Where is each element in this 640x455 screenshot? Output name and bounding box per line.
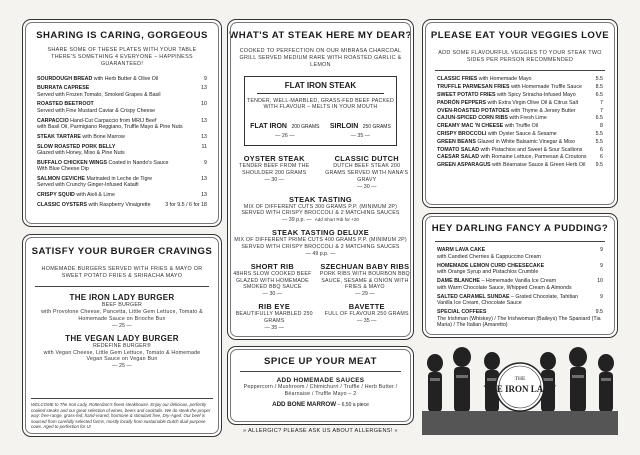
menu-item-price: 13 [201, 192, 207, 199]
menu-item [437, 115, 603, 122]
burger-name: THE IRON LADY BURGER [69, 293, 175, 303]
menu-item-desc: Glazed in White Balsamic Vinegar & Miso [475, 138, 575, 145]
menu-item-name: GREEN ASPARAGUS [437, 162, 491, 169]
menu-item-price: 3 for 9.5 / 6 for 18 [165, 201, 207, 208]
menu-item-text [37, 76, 158, 83]
burger-rule [35, 286, 209, 287]
allergy-text: ALLERGIC? PLEASE ASK US ABOUT ALLERGENS! [248, 428, 393, 434]
menu-item [437, 147, 603, 154]
menu-item-name: BURRATA CAPRESE [37, 85, 90, 92]
menu-item-subdesc: The Irishman (Whiskey) / The Irishwoman (Baileys) The Spaniard (Tia Maria) / The Italian (Amaretto) [437, 315, 601, 328]
menu-item-text [437, 92, 576, 99]
sirloin-option [330, 115, 391, 139]
flat-iron-option [250, 115, 319, 139]
menu-item-name: BUFFALO CHICKEN WINGS [37, 159, 108, 166]
tasting-price: — 39 p.p. — [281, 217, 312, 224]
oyster-price: — 30 — [264, 176, 284, 183]
sharing-panel [22, 19, 222, 227]
figure-5 [569, 347, 587, 412]
menu-item-row [37, 202, 207, 209]
flat-iron-name: FLAT IRON [250, 123, 287, 131]
menu-item-name: TRUFFLE PARMESAN FRIES [437, 84, 510, 91]
burger-list [23, 293, 221, 369]
menu-item-name: SLOW ROASTED PORK BELLY [37, 143, 116, 150]
menu-item-desc: with Béarnaise Sauce & Green Herb Oil [490, 162, 586, 169]
bavette [324, 302, 409, 331]
szechuan-ribs [319, 262, 412, 297]
marrow-price: – 6,50 a piece [336, 401, 369, 408]
menu-item-name: WARM LAVA CAKE [437, 247, 486, 253]
menu-item-text [437, 108, 576, 115]
tasting-desc: MIX OF DIFFERENT CUTS 300 GRAMS P.P. (MINIMUM 2P) SERVED WITH CRISPY BROCCOLI & 2 MATCHING SAUCES [241, 203, 400, 217]
menu-item-desc: with Romaine Lettuce, Parmesan & Croutons [479, 154, 587, 161]
menu-item [37, 202, 207, 209]
svg-text:THE: THE [514, 376, 526, 382]
figure-1 [427, 354, 443, 412]
menu-item-text [437, 139, 575, 146]
burger-intro: HOMEMADE BURGERS SERVED WITH FRIES & MAYO OR SWEET POTATO FRIES & SRIRACHA MAYO [41, 266, 203, 280]
menu-item-price: 6 [600, 146, 603, 153]
veggies-list [423, 76, 617, 168]
menu-item [437, 131, 603, 138]
flat-iron-box [244, 76, 397, 147]
menu-item-desc: with Spicy Sriracha-Infused Mayo [495, 92, 576, 98]
menu-item [437, 76, 603, 83]
menu-item-price: 13 [201, 117, 207, 124]
menu-item-desc: with Thyme & Jersey Butter [509, 107, 576, 114]
spice-panel [227, 346, 414, 425]
menu-item-price: 9.5 [595, 309, 603, 315]
steak-tasting [228, 195, 413, 224]
short-rib [230, 262, 315, 297]
menu-item-name: CRISPY SQUID [37, 192, 75, 199]
menu-item [437, 154, 603, 161]
menu-item-text [37, 134, 125, 141]
menu-item-price: 9 [600, 247, 603, 253]
oyster-dutch-row [228, 154, 413, 189]
rib-eye [232, 302, 317, 331]
figure-6 [598, 354, 614, 412]
deluxe-price: — 49 p.p. — [305, 250, 336, 257]
menu-item-desc: with Extra Virgin Olive Oil & Citrus Salt [486, 99, 579, 106]
deluxe-desc: MIX OF DIFFERENT PRIME CUTS 400 GRAMS P.P. (MINIMUM 2P) SERVED WITH CRISPY BROCCOLI & 2 MATCHING SAUCES [234, 237, 407, 250]
steak-title: WHAT'S AT STEAK HERE MY DEAR? [229, 30, 412, 41]
rib-row [228, 262, 413, 297]
menu-item-row [437, 92, 603, 99]
sharing-intro: SHARE SOME OF THESE PLATES WITH YOUR TABLE THERE'S SOMETHING 4 EVERYONE – HAPPINESS GUARANTEED! [47, 47, 197, 68]
menu-item [437, 247, 603, 260]
ribeye-price: — 35 — [264, 324, 284, 331]
oyster-desc: TENDER BEEF FROM THE SHOULDER 200 GRAMS [239, 163, 310, 176]
menu-item-row [437, 123, 603, 130]
veggies-intro: ADD SOME FLAVOURFUL VEGGIES TO YOUR STEAK TWO SIDES PER PERSON RECOMMENDED [438, 50, 602, 64]
menu-item-price: 8 [600, 123, 603, 130]
short-rib-price: — 30 — [262, 291, 283, 298]
veggies-rule [435, 70, 605, 71]
menu-item-price: 9 [204, 75, 207, 82]
menu-item-row [437, 162, 603, 169]
menu-item-price: 8.5 [595, 84, 603, 91]
spice-title: SPICE UP YOUR MEAT [264, 356, 377, 367]
menu-item-text [437, 278, 556, 285]
menu-item [437, 162, 603, 169]
short-rib-name: SHORT RIB [250, 261, 295, 271]
sirloin-price: — 35 — [350, 133, 371, 140]
menu-item-subdesc: Vanilla Ice Cream, Chocolate Sauce [437, 300, 522, 306]
menu-item-price: 10 [597, 278, 603, 284]
dutch-desc: DUTCH BEEF STEAK 200 GRAMS SERVED WITH NANA'S GRAVY [325, 163, 409, 183]
ladies-illustration [420, 343, 620, 438]
steak-tasting-deluxe [228, 228, 413, 257]
veggies-title: PLEASE EAT YOUR VEGGIES LOVE [430, 30, 610, 41]
menu-item-text [37, 202, 151, 209]
logo-text: THE IRON LADY [483, 384, 557, 394]
veggies-panel [422, 19, 618, 208]
menu-item [437, 100, 603, 107]
menu-item-price: 5.5 [595, 130, 603, 137]
menu-item-price: 9 [600, 293, 603, 300]
burger-price: — 25 — [112, 363, 132, 370]
bavette-desc: FULL OF FLAVOUR 250 GRAMS [324, 311, 409, 318]
sirloin-name: SIRLOIN [329, 123, 359, 131]
menu-item-text [437, 76, 532, 83]
flat-iron-options [245, 115, 396, 139]
menu-item-subdesc: with Candied Cherries & Cappuccino Cream [437, 253, 541, 260]
szechuan-desc: PORK RIBS WITH BOURBON BBQ SAUCE, SESAME & ONION WITH FRIES & MAYO [319, 270, 410, 291]
burger-sub: BEEF BURGER [101, 302, 143, 309]
menu-item-row [37, 192, 207, 199]
pudding-title: HEY DARLING FANCY A PUDDING? [431, 223, 609, 234]
burger-name: THE VEGAN LADY BURGER [65, 333, 179, 343]
menu-item-desc: with Pistachios and Sweet & Sour Scallions [479, 146, 583, 153]
menu-item [37, 76, 207, 83]
menu-item [37, 144, 207, 157]
menu-item-desc: Marinated in Leche de Tigre [84, 175, 153, 182]
menu-item-row [437, 131, 603, 138]
menu-item-text [437, 147, 582, 154]
menu-item-name: SPECIAL COFFEES [437, 309, 487, 315]
menu-item-name: ROASTED BEETROOT [37, 101, 94, 108]
menu-item-name: CAESAR SALAD [437, 154, 480, 161]
burger-item [23, 293, 221, 328]
menu-item-price: 13 [201, 85, 207, 92]
menu-item-price: 6.5 [595, 92, 603, 98]
sirloin-weight: 250 GRAMS [362, 124, 391, 131]
menu-item [37, 85, 207, 98]
menu-item-price: 11 [201, 143, 207, 150]
menu-item-name: OVEN-ROASTED POTATOES [437, 107, 510, 114]
menu-item-price: 9 [600, 262, 603, 269]
tasting-extra: Add Short Rib for +20 [314, 217, 359, 223]
menu-item-row [437, 154, 603, 161]
menu-item-text [37, 192, 115, 199]
steak-intro: COOKED TO PERFECTION ON OUR MIBRASA CHARCOAL GRILL SERVED MEDIUM RARE WITH ROASTED GARLIC & LEMON [239, 48, 402, 69]
menu-item-row [437, 115, 603, 122]
menu-item [37, 134, 207, 141]
ribeye-bavette-row [228, 302, 413, 331]
menu-item [37, 101, 207, 114]
menu-item-name: GREEN BEANS [437, 138, 476, 145]
menu-item-name: CRISPY BROCCOLI [437, 130, 487, 137]
menu-item-name: SALTED CARAMEL SUNDAE [437, 293, 510, 300]
menu-item [437, 278, 603, 291]
burger-item [23, 334, 221, 369]
menu-item-row [37, 76, 207, 83]
menu-item-desc: with Homemade Truffle Sauce [509, 84, 582, 91]
menu-item-subdesc: With Blue Cheese Dip [37, 166, 89, 173]
menu-item-name: TOMATO SALAD [437, 146, 480, 153]
menu-item-name: CREAMY MAC 'N CHEESE [437, 123, 504, 130]
menu-item-text [437, 131, 557, 138]
menu-item-subdesc: Served with Frozen Tomato, Smoked Grapes & Basil [37, 91, 161, 98]
classic-dutch [322, 154, 411, 189]
burger-price: — 25 — [112, 322, 132, 329]
pudding-rule [435, 241, 605, 242]
allergy-note: » ALLERGIC? PLEASE ASK US ABOUT ALLERGENS! « [243, 428, 398, 434]
menu-item [437, 123, 603, 130]
menu-item-subdesc: with Basil Oil, Parmigiano Reggiano, Truffle Mayo & Pine Nuts [37, 124, 183, 131]
menu-item-desc: with Truffle Oil [503, 123, 539, 130]
menu-item-name: CLASSIC FRIES [437, 76, 478, 83]
menu-item-subdesc: Glazed with Honey, Miso & Pine Nuts [37, 150, 125, 157]
menu-item-text [37, 85, 89, 92]
menu-item-subdesc: Served with Fine Mustard Caviar & Crispy Cheese [37, 107, 156, 114]
menu-item-row [437, 84, 603, 91]
burger-sub: REDEFINE BURGER® [92, 342, 152, 349]
menu-item-price: 13 [201, 133, 207, 140]
menu-item-name: SALMON CEVICHE [37, 175, 85, 182]
bavette-price: — 35 — [357, 317, 377, 324]
menu-item [37, 192, 207, 199]
menu-item-desc: – Homemade Vanilla Ice Cream [479, 278, 557, 284]
menu-item-name: CLASSIC OYSTERS [37, 201, 88, 208]
menu-item-desc: with Herb Butter & Olive Oil [92, 75, 159, 82]
deluxe-name: STEAK TASTING DELUXE [271, 228, 370, 238]
menu-item-desc: with Bone Marrow [80, 133, 125, 140]
menu-item-price: 7 [600, 107, 603, 114]
menu-item-desc: with Aioli & Lime [74, 192, 115, 199]
burger-panel [22, 234, 222, 437]
menu-item-name: CAJUN-SPICED CORN RIBS [437, 115, 508, 122]
sauces-title: ADD HOMEMADE SAUCES [276, 377, 365, 384]
menu-item-price: 7 [600, 99, 603, 106]
menu-item-desc: with Homemade Mayo [477, 76, 532, 83]
menu-item-price: 5.5 [595, 76, 603, 83]
sharing-title: SHARING IS CARING, GORGEOUS [36, 30, 208, 41]
menu-item-text [437, 123, 538, 130]
menu-item-desc: with Oyster Sauce & Sesame [486, 130, 557, 137]
menu-item-price: 9.5 [595, 162, 603, 169]
menu-item-row [437, 76, 603, 83]
menu-item-name: CARPACCIO [37, 117, 69, 124]
ribeye-name: RIB EYE [258, 302, 291, 312]
menu-item-text [437, 162, 585, 169]
menu-item-price: 6 [600, 154, 603, 161]
tasting-name: STEAK TASTING [289, 194, 352, 204]
menu-item-price: 10 [201, 101, 207, 108]
menu-item-text [437, 247, 485, 254]
burger-title: SATISFY YOUR BURGER CRAVINGS [31, 246, 213, 257]
tasting-price-row [228, 217, 413, 223]
menu-item [37, 176, 207, 189]
oyster-name: OYSTER STEAK [243, 154, 305, 164]
flat-iron-weight: 200 GRAMS [291, 124, 320, 131]
menu-item-subdesc: with Orange Syrup and Pistachios Crumble [437, 269, 539, 275]
menu-item-name: SWEET POTATO FRIES [437, 92, 496, 98]
pudding-panel [422, 213, 618, 338]
menu-item [437, 92, 603, 99]
burger-desc: with Vegan Cheese, Little Gem Lettuce, Tomato & Homemade Vegan Sauce on Vegan Bun [43, 349, 201, 363]
menu-item-text [437, 115, 547, 122]
menu-item [437, 108, 603, 115]
menu-item [437, 294, 603, 307]
steak-panel [227, 19, 414, 340]
szechuan-name: SZECHUAN BABY RIBS [320, 261, 410, 271]
menu-item-price: 6.5 [595, 115, 603, 122]
menu-item-subdesc: with Warm Chocolate Sauce, Whipped Cream & Almonds [437, 284, 572, 291]
menu-item-desc: with Fresh Lime [507, 115, 547, 122]
menu-item-desc: with Raspberry Vinaigrette [87, 201, 151, 208]
iron-lady-illustration [420, 343, 620, 438]
menu-item-price: 13 [201, 175, 207, 182]
dutch-name: CLASSIC DUTCH [334, 154, 399, 164]
menu-item [437, 84, 603, 91]
menu-item-desc: Hand-Cut Carpaccio from MRIJ Beef [68, 117, 157, 124]
sharing-list [23, 76, 221, 209]
menu-item [437, 309, 603, 329]
spice-rule [240, 371, 401, 372]
menu-item-row [437, 100, 603, 107]
flat-iron-title: FLAT IRON STEAK [257, 81, 384, 94]
menu-item-name: HOMEMADE LEMON CURD CHEESECAKE [437, 262, 545, 269]
menu-item-name: DAME BLANCHE [437, 278, 480, 284]
flat-iron-price: — 26 — [275, 133, 295, 140]
menu-item-text [437, 100, 578, 107]
menu-item-text [437, 154, 587, 161]
ribeye-desc: BEAUTIFULLY MARBLED 250 GRAMS [235, 311, 313, 324]
menu-item-name: PADRÓN PEPPERS [437, 99, 487, 106]
menu-item-subdesc: Served with Crunchy Ginger-Infused Kataifi [37, 182, 139, 189]
menu-item [37, 160, 207, 173]
flat-iron-desc: TENDER, WELL-MARBLED, GRASS-FED BEEF PACKED WITH FLAVOUR – MELTS IN YOUR MOUTH [246, 97, 395, 111]
menu-item-desc: Coated in Nando's Sauce [107, 159, 169, 166]
menu-item-row [437, 139, 603, 146]
pudding-list [423, 247, 617, 329]
menu-item [37, 118, 207, 131]
dutch-price: — 30 — [357, 183, 377, 190]
menu-item-row [437, 147, 603, 154]
marrow-row [228, 401, 413, 408]
burger-desc: with Provolone Cheese, Pancetta, Little Gem Lettuce, Tomato & Homemade Sauce on Brioche Bun [41, 309, 203, 322]
oyster-steak [230, 154, 319, 189]
szechuan-price: — 29 — [355, 291, 375, 298]
menu-item-price: 5.5 [595, 138, 603, 145]
marrow-name: ADD BONE MARROW [272, 400, 337, 408]
menu-item-row [437, 108, 603, 115]
menu-item-name: STEAK TARTARE [37, 133, 81, 140]
menu-item-text [437, 84, 582, 91]
figure-2 [453, 347, 471, 412]
menu-item-row [37, 134, 207, 141]
menu-item-price: 9 [204, 159, 207, 166]
menu-item-desc: – Grated Chocolate, Tahitian [509, 293, 579, 300]
sauces-list: Peppercorn / Mushroom / Chimichurri / Truffle / Herb Butter / Béarnaise / Truffle Mayo – 2 [243, 384, 398, 397]
burger-footer: WELCOME to The Iron Lady, Rotterdam's finest steakhouse. Enjoy our delicious, perfectly cooked steaks and our great selection of wines, beers and cocktails. We do steak the proper way: free-range, grass-fed, hand-reared, hormone & stimulant free, Dry-Aged. Our beef is sourced from carefully selected farms, mostly locally from sustainable Dutch dual-purpose cows. Aged to perfection for U! [31, 398, 213, 430]
short-rib-desc: 48HRS SLOW COOKED BEEF GLAZED WITH HOMEMADE SMOKED BBQ SAUCE [233, 270, 312, 291]
menu-item [437, 139, 603, 146]
menu-item-text [437, 309, 486, 316]
bavette-name: BAVETTE [348, 302, 385, 312]
menu-item [437, 263, 603, 276]
menu-item-name: SOURDOUGH BREAD [37, 75, 93, 82]
